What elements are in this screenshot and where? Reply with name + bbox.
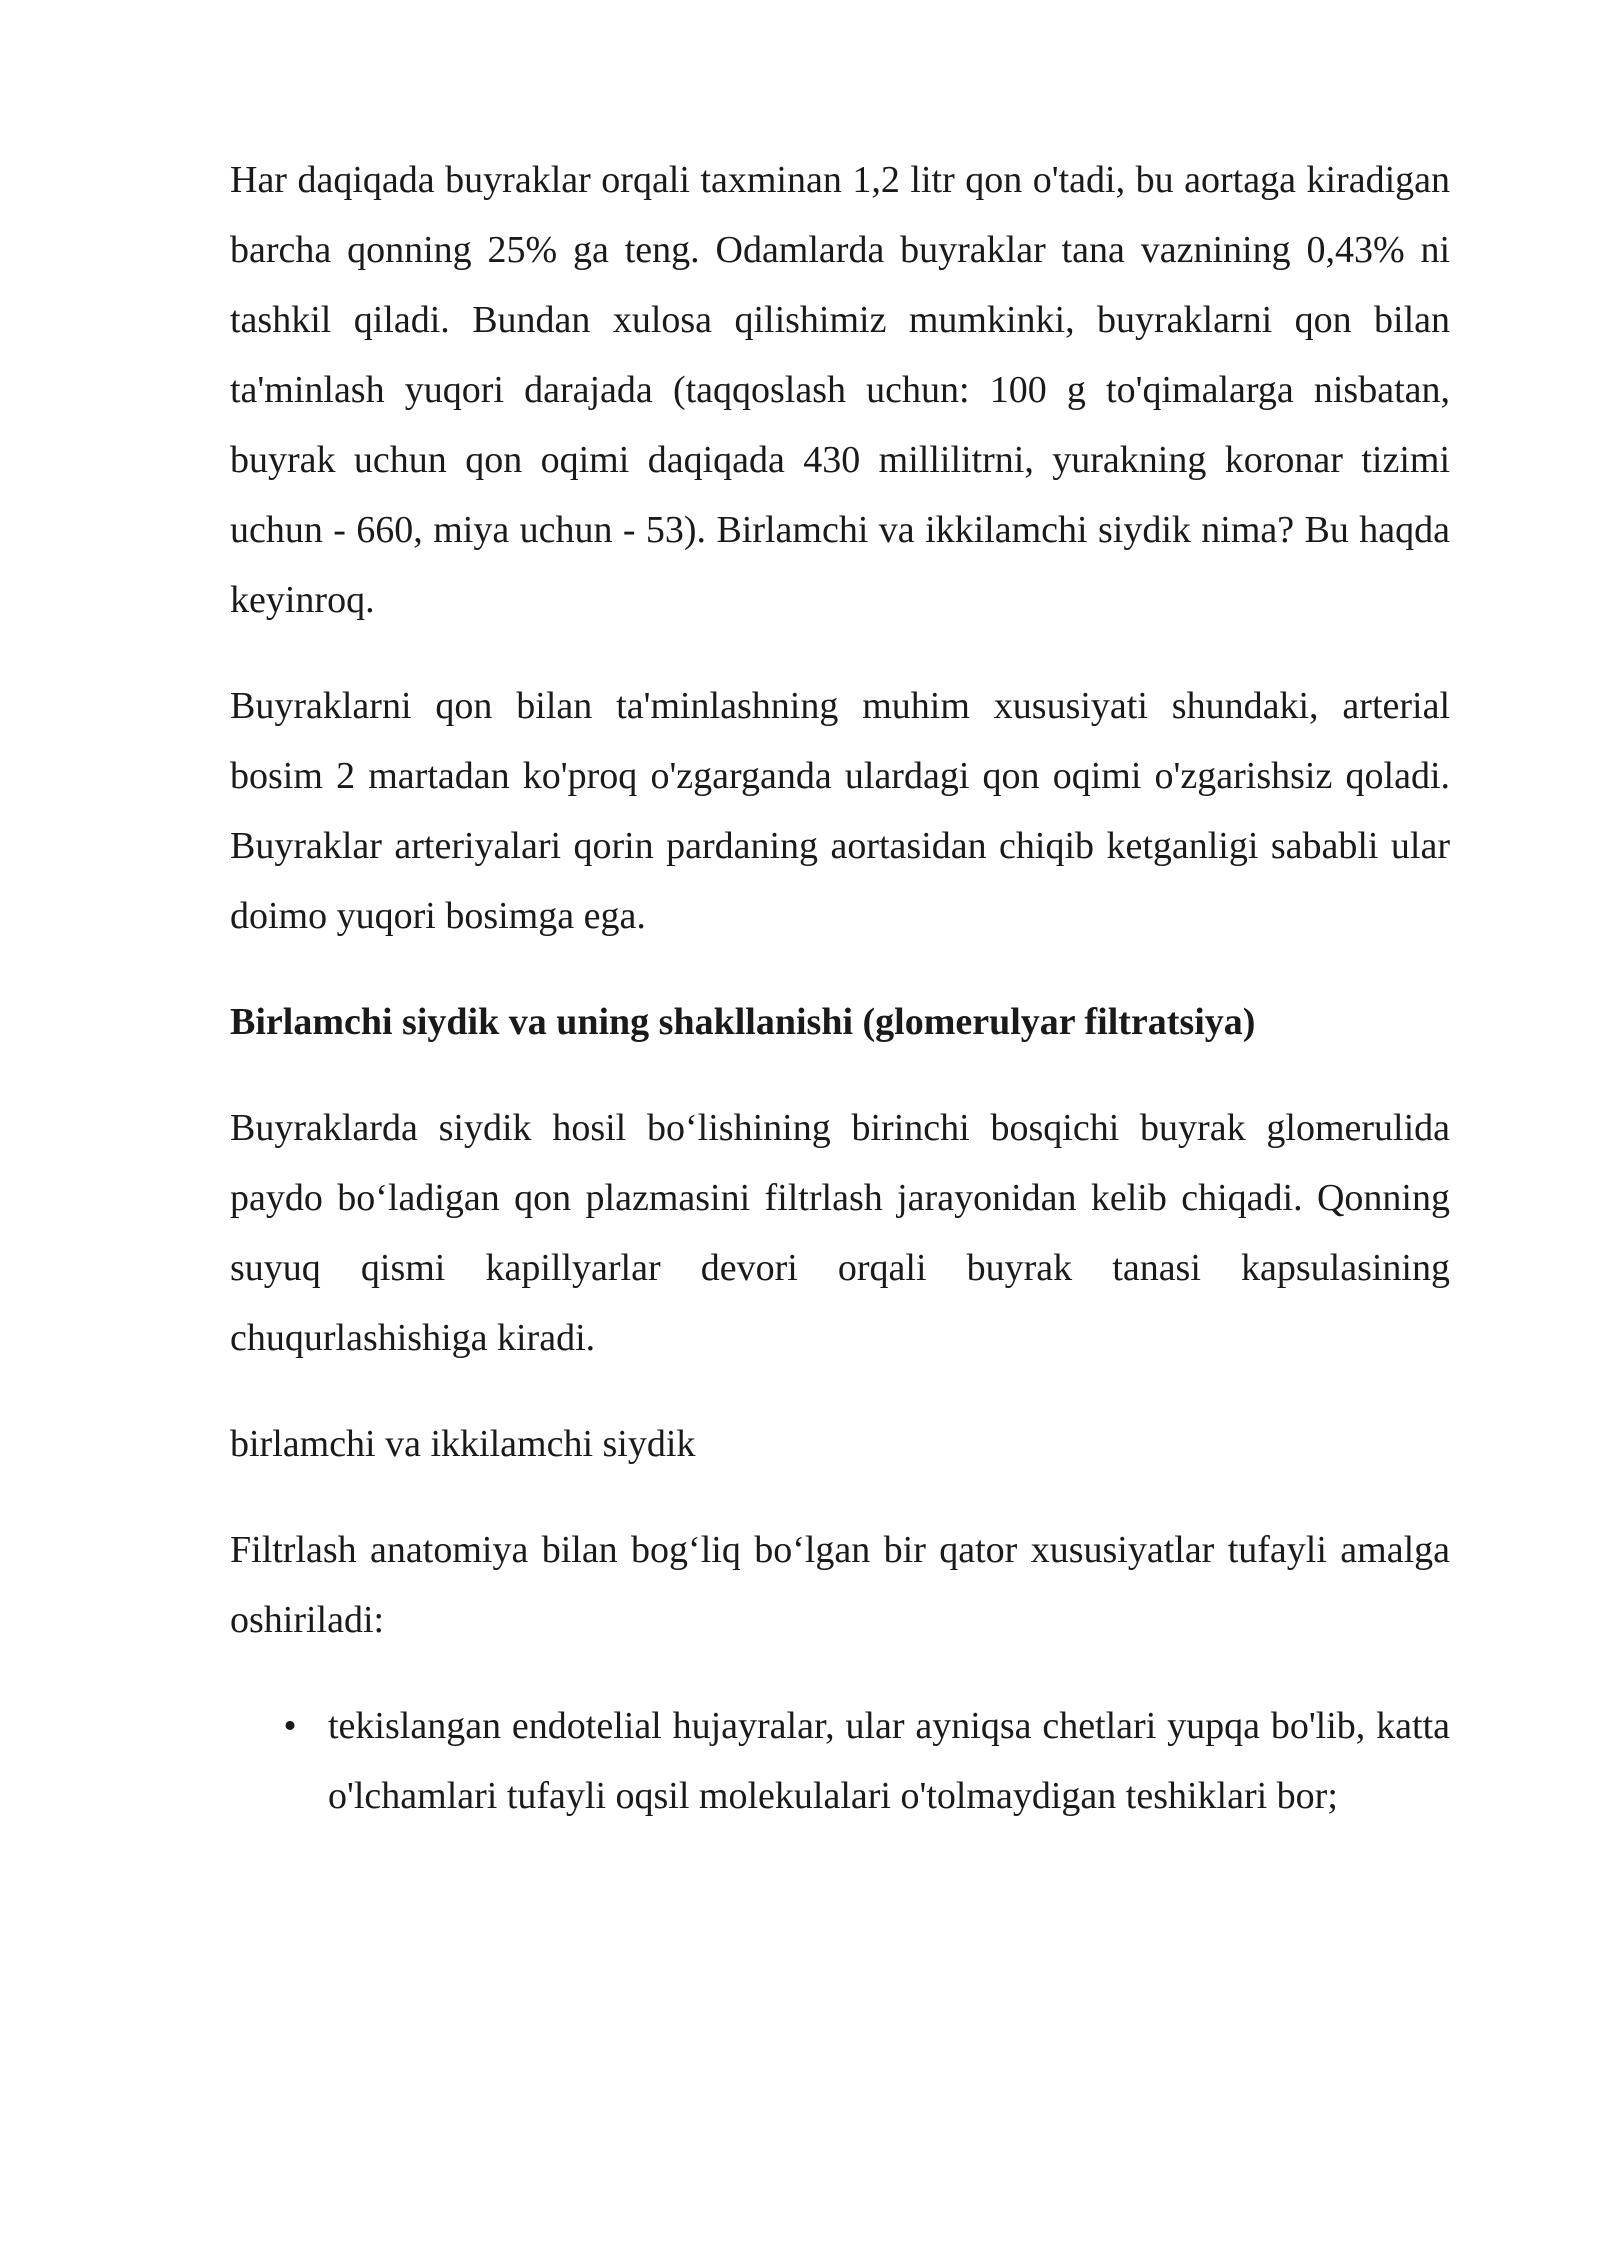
list-item	[230, 1691, 1450, 1831]
bullet-icon: •	[283, 1705, 297, 1747]
paragraph-blood-flow: Har daqiqada buyraklar orqali taxminan 1,2 litr qon o'tadi, bu aortaga kiradigan barcha qonning 25% ga teng. Odamlarda buyraklar tana vaznining 0,43% ni tashkil qiladi. Bundan xulosa qilishimiz mumkinki, buyraklarni qon bilan ta'minlash yuqori darajada (taqqoslash uchun: 100 g to'qimalarga nisbatan, buyrak uchun qon oqimi daqiqada 430 millilitrni, yurakning koronar tizimi uchun - 660, miya uchun - 53). Birlamchi va ikkilamchi siydik nima? Bu haqda keyinroq.	[230, 159, 1450, 621]
paragraph-blood-supply-feature: Buyraklarni qon bilan ta'minlashning muhim xususiyati shundaki, arterial bosim 2 martadan ko'proq o'zgarganda ulardagi qon oqimi o'zgarishsiz qoladi. Buyraklar arteriyalari qorin pardaning aortasidan chiqib ketganligi sababli ular doimo yuqori bosimga ega.	[230, 685, 1450, 937]
section-heading: Birlamchi siydik va uning shakllanishi (glomerulyar filtratsiya)	[230, 1001, 1256, 1043]
bullet-list	[230, 1691, 1450, 1831]
image-caption-text: birlamchi va ikkilamchi siydik	[230, 1423, 696, 1465]
paragraph-filtration-intro: Filtrlash anatomiya bilan bog‘liq bo‘lgan bir qator xususiyatlar tufayli amalga oshiriladi:	[230, 1529, 1450, 1641]
bullet-text: tekislangan endotelial hujayralar, ular ayniqsa chetlari yupqa bo'lib, katta o'lchamlari tufayli oqsil molekulalari o'tolmaydigan teshiklari bor;	[328, 1705, 1450, 1817]
paragraph-first-stage: Buyraklarda siydik hosil bo‘lishining birinchi bosqichi buyrak glomerulida paydo bo‘ladigan qon plazmasini filtrlash jarayonidan kelib chiqadi. Qonning suyuq qismi kapillyarlar devori orqali buyrak tanasi kapsulasining chuqurlashishiga kiradi.	[230, 1107, 1450, 1359]
